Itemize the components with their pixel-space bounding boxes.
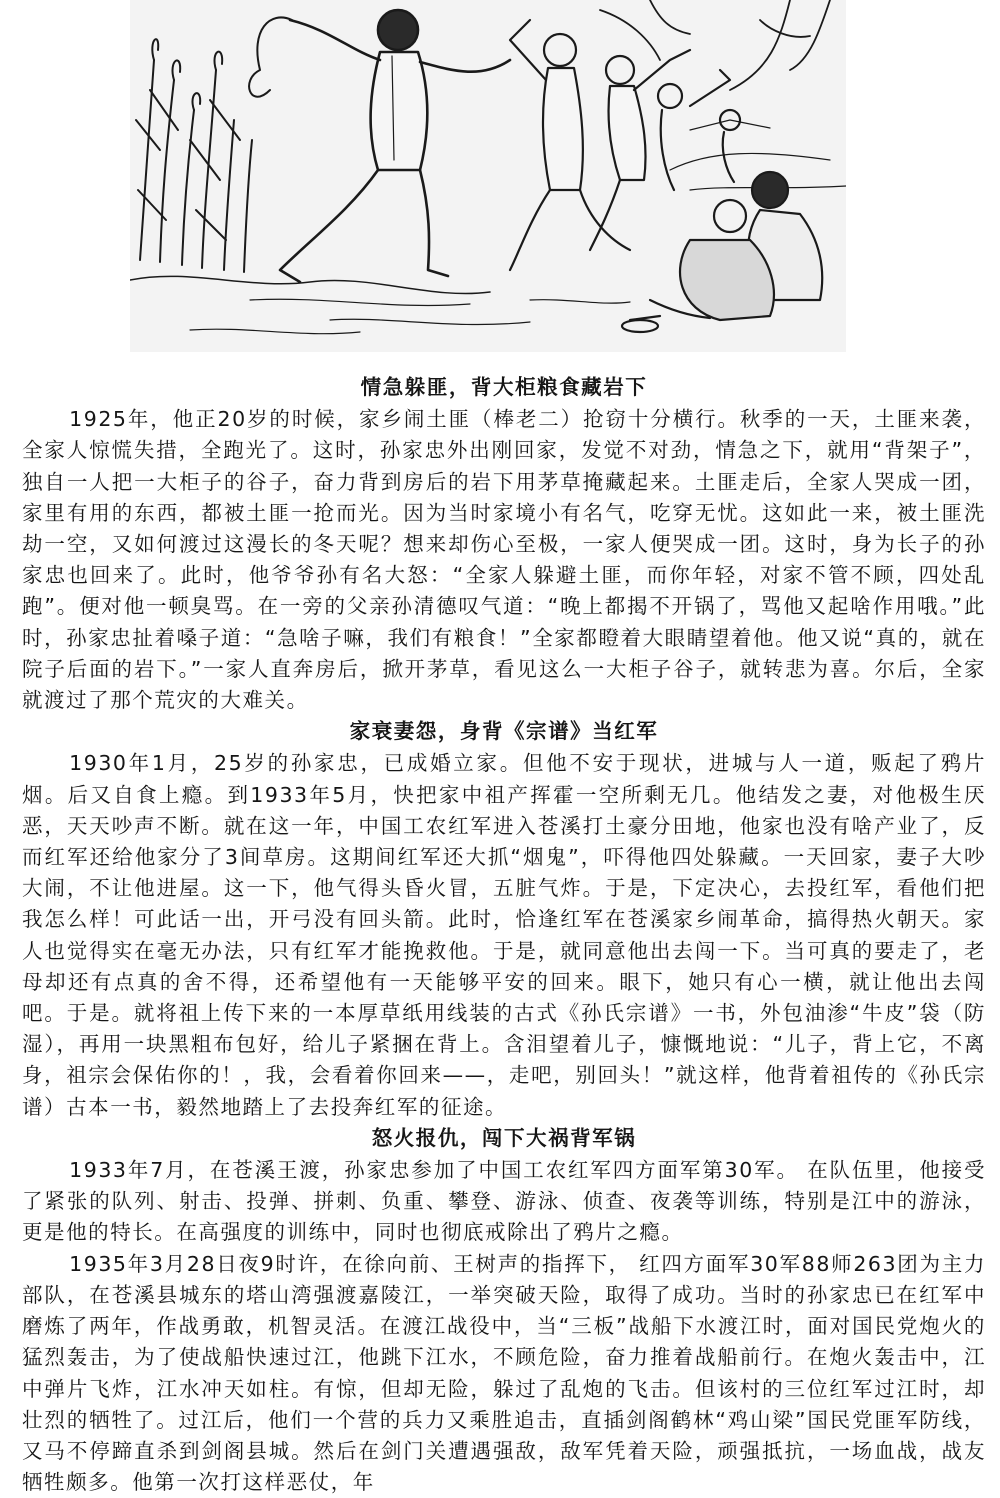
fallen-figures — [622, 172, 822, 332]
section-heading: 情急躲匪，背大柜粮食藏岩下 — [360, 375, 648, 399]
pursuers — [510, 20, 740, 270]
section-heading: 怒火报仇，闯下大祸背军锅 — [371, 1125, 637, 1150]
crop-field — [130, 39, 490, 293]
article-body — [22, 372, 986, 1498]
section-heading: 家衰妻怨，身背《宗谱》当红军 — [349, 719, 659, 744]
paragraph: 1935年3月28日夜9时许，在徐向前、王树声的指挥下， 红四方面军30军88师263团为主力部队，在苍溪县城东的塔山湾强渡嘉陵江，一举突破天险，取得了成功。当时的孙家忠已在红军中磨炼了两年，作战勇敢，机智灵活。在渡江战役中，当“三板”战船下水渡江时，面对国民党炮火的猛烈轰击，为了使战船快速过江，他跳下江水，不顾危险，奋力推着战船前行。在炮火轰击中，江中弹片飞炸，江水冲天如柱。有惊，但却无险，躲过了乱炮的飞击。但该村的三位红军过江时，却壮烈的牺牲了。过江后，他们一个营的兵力又乘胜追击，直插剑阁鹤林“鸡山梁”国民党匪军防线，又马不停蹄直杀到剑阁县城。然后在剑门关遭遇强敌，敌军凭着天险，顽强抵抗，一场血战，战友牺牲颇多。他第一次打这样恶仗，年 — [22, 1251, 986, 1495]
tree — [600, 0, 830, 90]
ground — [190, 299, 630, 333]
paragraph: 1930年1月，25岁的孙家忠，已成婚立家。但他不安于现状，进城与人一道，贩起了鸦片烟。后又自食上瘾。到1933年5月，快把家中祖产挥霍一空所剩无几。他结发之妻，对他极生厌恶，天天吵声不断。就在这一年，中国工农红军进入苍溪打土豪分田地，他家也没有啥产业了，反而红军还给他家分了3间草房。这期间红军还大抓“烟鬼”，吓得他四处躲藏。一天回家，妻子大吵大闹，不让他进屋。这一下，他气得头昏火冒，五脏气炸。于是，下定决心，去投红军，看他们把我怎么样！可此话一出，开弓没有回头箭。此时，恰逢红军在苍溪家乡闹革命，搞得热火朝天。家人也觉得实在毫无办法，只有红军才能挽救他。于是，就同意他出去闯一下。当可真的要走了，老母却还有点真的舍不得，还希望他有一天能够平安的回来。眼下，她只有心一横，就让他出去闯吧。于是。就将祖上传下来的一本厚草纸用线装的古式《孙氏宗谱》一书，外包油渗“牛皮”袋（防湿），再用一块黑粗布包好，给儿子紧捆在背上。含泪望着儿子，慷慨地说：“儿子，背上它，不离身，祖宗会保佑你的！，我，会看着你回来——，走吧，别回头！”就这样，他背着祖传的《孙氏宗谱）古本一书，毅然地踏上了去投奔红军的征途。 — [22, 751, 986, 1119]
paragraph: 1933年7月，在苍溪王渡，孙家忠参加了中国工农红军四方面军第30军。 在队伍里，他接受了紧张的队列、射击、投弹、拼刺、负重、攀登、游泳、侦查、夜袭等训练，特别是江中的游泳，更是他的特长。在高强度的训练中，同时也彻底戒除出了鸦片之瘾。 — [22, 1158, 986, 1245]
paragraph: 1925年，他正20岁的时候，家乡闹土匪（棒老二）抢窃十分横行。秋季的一天，土匪来袭，全家人惊慌失措，全跑光了。这时，孙家忠外出刚回家，发觉不对劲，情急之下，就用“背架子”，独自一人把一大柜子的谷子，奋力背到房后的岩下用茅草掩藏起来。土匪走后，全家人哭成一团，家里有用的东西，都被土匪一抢而光。因为当时家境小有名气，吃穿无忧。这如此一来，被土匪洗劫一空，又如何渡过这漫长的冬天呢？想来却伤心至极，一家人便哭成一团。这时，身为长子的孙家忠也回来了。此时，他爷爷孙有名大怒：“全家人躲避土匪，而你年轻，对家不管不顾，四处乱跑”。便对他一顿臭骂。在一旁的父亲孙清德叹气道：“晚上都揭不开锅了，骂他又起啥作用哦。”此时，孙家忠扯着嗓子道：“急啥子嘛，我们有粮食！”全家都瞪着大眼睛望着他。他又说“真的，就在院子后面的岩下。”一家人直奔房后，掀开茅草，看见这么一大柜子谷子，就转悲为喜。尔后，全家就渡过了那个荒灾的大难关。 — [22, 407, 986, 713]
running-man — [249, 10, 510, 282]
ink-illustration — [130, 0, 846, 352]
